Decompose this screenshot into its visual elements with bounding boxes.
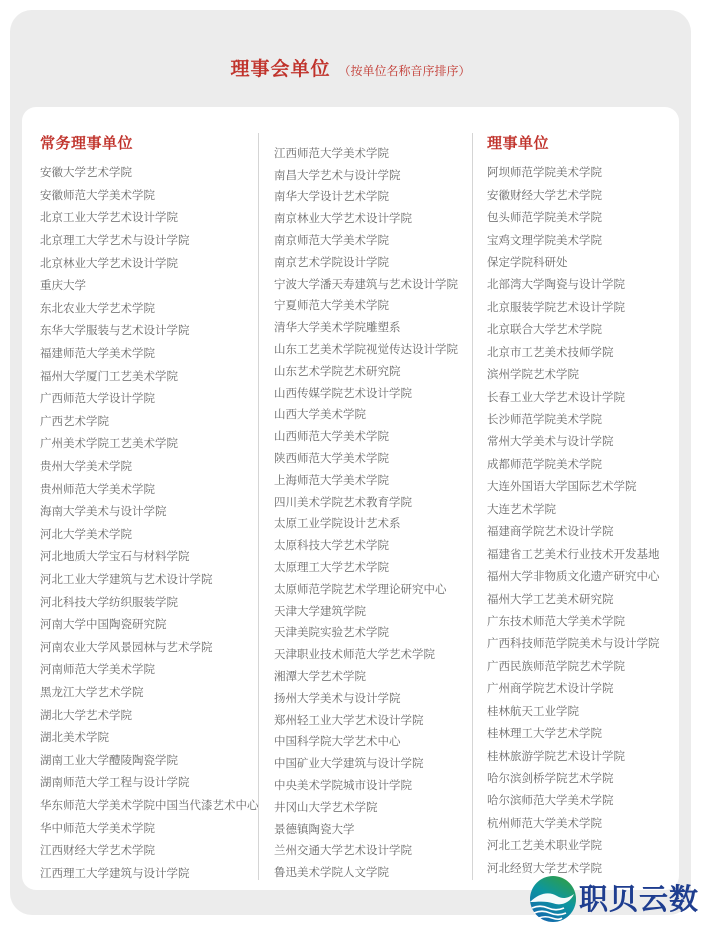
list-item: 上海师范大学美术学院 — [274, 472, 389, 487]
list-item: 哈尔滨师范大学美术学院 — [487, 793, 614, 808]
list-item: 广州商学院艺术设计学院 — [487, 681, 614, 696]
members-card — [22, 107, 679, 890]
list-item: 长春工业大学艺术设计学院 — [487, 389, 625, 404]
list-item: 河南农业大学风景园林与艺术学院 — [40, 639, 213, 654]
list-item: 天津大学建筑学院 — [274, 603, 366, 618]
column-directors — [473, 133, 679, 880]
page-header — [10, 56, 691, 82]
list-item: 河北工业大学建筑与艺术设计学院 — [40, 571, 213, 586]
list-item: 河北地质大学宝石与材料学院 — [40, 549, 190, 564]
list-item: 福建省工艺美术行业技术开发基地 — [487, 546, 660, 561]
list-item: 华中师范大学美术学院 — [40, 820, 155, 835]
list-item: 井冈山大学艺术学院 — [274, 799, 378, 814]
list-item: 广西科技师范学院美术与设计学院 — [487, 636, 660, 651]
list-item: 中国矿业大学建筑与设计学院 — [274, 756, 424, 771]
list-item: 阿坝师范学院美术学院 — [487, 165, 602, 180]
list-item: 桂林理工大学艺术学院 — [487, 726, 602, 741]
list-item: 山东工艺美术学院视觉传达设计学院 — [274, 342, 458, 357]
list-item: 广西艺术学院 — [40, 413, 109, 428]
list-item: 山西大学美术学院 — [274, 407, 366, 422]
logo-text: 职贝云数 — [578, 882, 699, 916]
list-item: 大连外国语大学国际艺术学院 — [487, 479, 637, 494]
list-item: 福州大学厦门工艺美术学院 — [40, 368, 178, 383]
list-item: 成都师范学院美术学院 — [487, 456, 602, 471]
page-title: 理事会单位 — [230, 58, 331, 80]
list-item: 太原科技大学艺术学院 — [274, 538, 389, 553]
list-item: 桂林航天工业学院 — [487, 703, 579, 718]
standing-directors-header: 常务理事单位 — [40, 134, 134, 152]
list-item: 湖南工业大学醴陵陶瓷学院 — [40, 752, 178, 767]
page-panel — [10, 10, 691, 915]
list-item: 福州大学非物质文化遗产研究中心 — [487, 569, 660, 584]
page-subtitle: （按单位名称音序排序） — [338, 64, 471, 78]
logo — [529, 875, 699, 923]
list-item: 太原理工大学艺术学院 — [274, 560, 389, 575]
list-item: 郑州轻工业大学艺术设计学院 — [274, 712, 424, 727]
directors-list — [487, 161, 679, 879]
list-item: 山西师范大学美术学院 — [274, 429, 389, 444]
list-item: 东华大学服装与艺术设计学院 — [40, 323, 190, 338]
standing-directors-continued-list — [274, 142, 472, 883]
list-item: 保定学院科研处 — [487, 254, 568, 269]
list-item: 湖北美术学院 — [40, 730, 109, 745]
list-item: 安徽师范大学美术学院 — [40, 187, 155, 202]
list-item: 湖南师范大学工程与设计学院 — [40, 775, 190, 790]
list-item: 滨州学院艺术学院 — [487, 367, 579, 382]
list-item: 广东技术师范大学美术学院 — [487, 613, 625, 628]
list-item: 北京服装学院艺术设计学院 — [487, 299, 625, 314]
list-item: 常州大学美术与设计学院 — [487, 434, 614, 449]
list-item: 江西财经大学艺术学院 — [40, 843, 155, 858]
list-item: 河北工艺美术职业学院 — [487, 838, 602, 853]
list-item: 杭州师范大学美术学院 — [487, 815, 602, 830]
list-item: 广西师范大学设计学院 — [40, 391, 155, 406]
list-item: 中央美术学院城市设计学院 — [274, 778, 412, 792]
list-item: 北京林业大学艺术设计学院 — [40, 255, 178, 270]
list-item: 华东师范大学美术学院中国当代漆艺术中心 — [40, 797, 259, 812]
list-item: 黑龙江大学艺术学院 — [40, 684, 144, 699]
list-item: 安徽财经大学艺术学院 — [487, 187, 602, 202]
list-item: 福州大学工艺美术研究院 — [487, 591, 614, 606]
list-item: 天津美院实验艺术学院 — [274, 625, 389, 640]
list-item: 河北经贸大学艺术学院 — [487, 860, 602, 875]
list-item: 河北大学美术学院 — [40, 526, 132, 541]
list-item: 福建师范大学美术学院 — [40, 346, 155, 361]
list-item: 景德镇陶瓷大学 — [274, 821, 355, 836]
list-item: 兰州交通大学艺术设计学院 — [274, 843, 412, 858]
list-item: 山东艺术学院艺术研究院 — [274, 363, 401, 378]
list-item: 贵州大学美术学院 — [40, 459, 132, 474]
list-item: 宝鸡文理学院美术学院 — [487, 232, 602, 247]
list-item: 东北农业大学艺术学院 — [40, 300, 155, 315]
list-item: 清华大学美术学院雕塑系 — [274, 320, 401, 335]
list-item: 中国科学院大学艺术中心 — [274, 734, 401, 749]
list-item: 四川美术学院艺术教育学院 — [274, 494, 412, 509]
list-item: 江西师范大学美术学院 — [274, 145, 389, 160]
list-item: 北京联合大学艺术学院 — [487, 322, 602, 337]
list-item: 宁夏师范大学美术学院 — [274, 298, 389, 313]
list-item: 长沙师范学院美术学院 — [487, 412, 602, 427]
list-item: 南昌大学艺术与设计学院 — [274, 167, 401, 182]
list-item: 南京师范大学美术学院 — [274, 233, 389, 248]
list-item: 北京市工艺美术技师学院 — [487, 344, 614, 359]
list-item: 山西传媒学院艺术设计学院 — [274, 385, 412, 400]
list-item: 太原师范学院艺术学理论研究中心 — [274, 581, 447, 596]
globe-wave-icon — [529, 875, 577, 923]
list-item: 南京林业大学艺术设计学院 — [274, 211, 412, 226]
column-standing-directors — [22, 133, 258, 880]
list-item: 湖北大学艺术学院 — [40, 707, 132, 722]
list-item: 陕西师范大学美术学院 — [274, 451, 389, 466]
list-item: 江西理工大学建筑与设计学院 — [40, 865, 190, 880]
list-item: 天津职业技术师范大学艺术学院 — [274, 647, 435, 662]
list-item: 河南师范大学美术学院 — [40, 662, 155, 677]
list-item: 广州美术学院工艺美术学院 — [40, 436, 178, 451]
list-item: 南京艺术学院设计学院 — [274, 254, 389, 269]
list-item: 河南大学中国陶瓷研究院 — [40, 617, 167, 632]
directors-header: 理事单位 — [487, 134, 550, 152]
list-item: 广西民族师范学院艺术学院 — [487, 658, 625, 673]
list-item: 宁波大学潘天寿建筑与艺术设计学院 — [274, 276, 458, 291]
list-item: 哈尔滨剑桥学院艺术学院 — [487, 771, 614, 786]
list-item: 福建商学院艺术设计学院 — [487, 524, 614, 539]
standing-directors-list — [40, 161, 258, 884]
list-item: 南华大学设计艺术学院 — [274, 189, 389, 204]
list-item: 北京理工大学艺术与设计学院 — [40, 233, 190, 248]
list-item: 海南大学美术与设计学院 — [40, 504, 167, 519]
list-item: 桂林旅游学院艺术设计学院 — [487, 748, 625, 763]
list-item: 贵州师范大学美术学院 — [40, 481, 155, 496]
list-item: 安徽大学艺术学院 — [40, 165, 132, 180]
list-item: 湘潭大学艺术学院 — [274, 669, 366, 684]
list-item: 扬州大学美术与设计学院 — [274, 690, 401, 705]
list-item: 包头师范学院美术学院 — [487, 210, 602, 225]
list-item: 河北科技大学纺织服装学院 — [40, 594, 178, 609]
column-standing-directors-continued — [258, 133, 473, 880]
list-item: 北京工业大学艺术设计学院 — [40, 210, 178, 225]
list-item: 太原工业学院设计艺术系 — [274, 516, 401, 531]
list-item: 鲁迅美术学院人文学院 — [274, 865, 389, 880]
list-item: 大连艺术学院 — [487, 501, 556, 516]
list-item: 重庆大学 — [40, 278, 86, 293]
list-item: 北部湾大学陶瓷与设计学院 — [487, 277, 625, 292]
